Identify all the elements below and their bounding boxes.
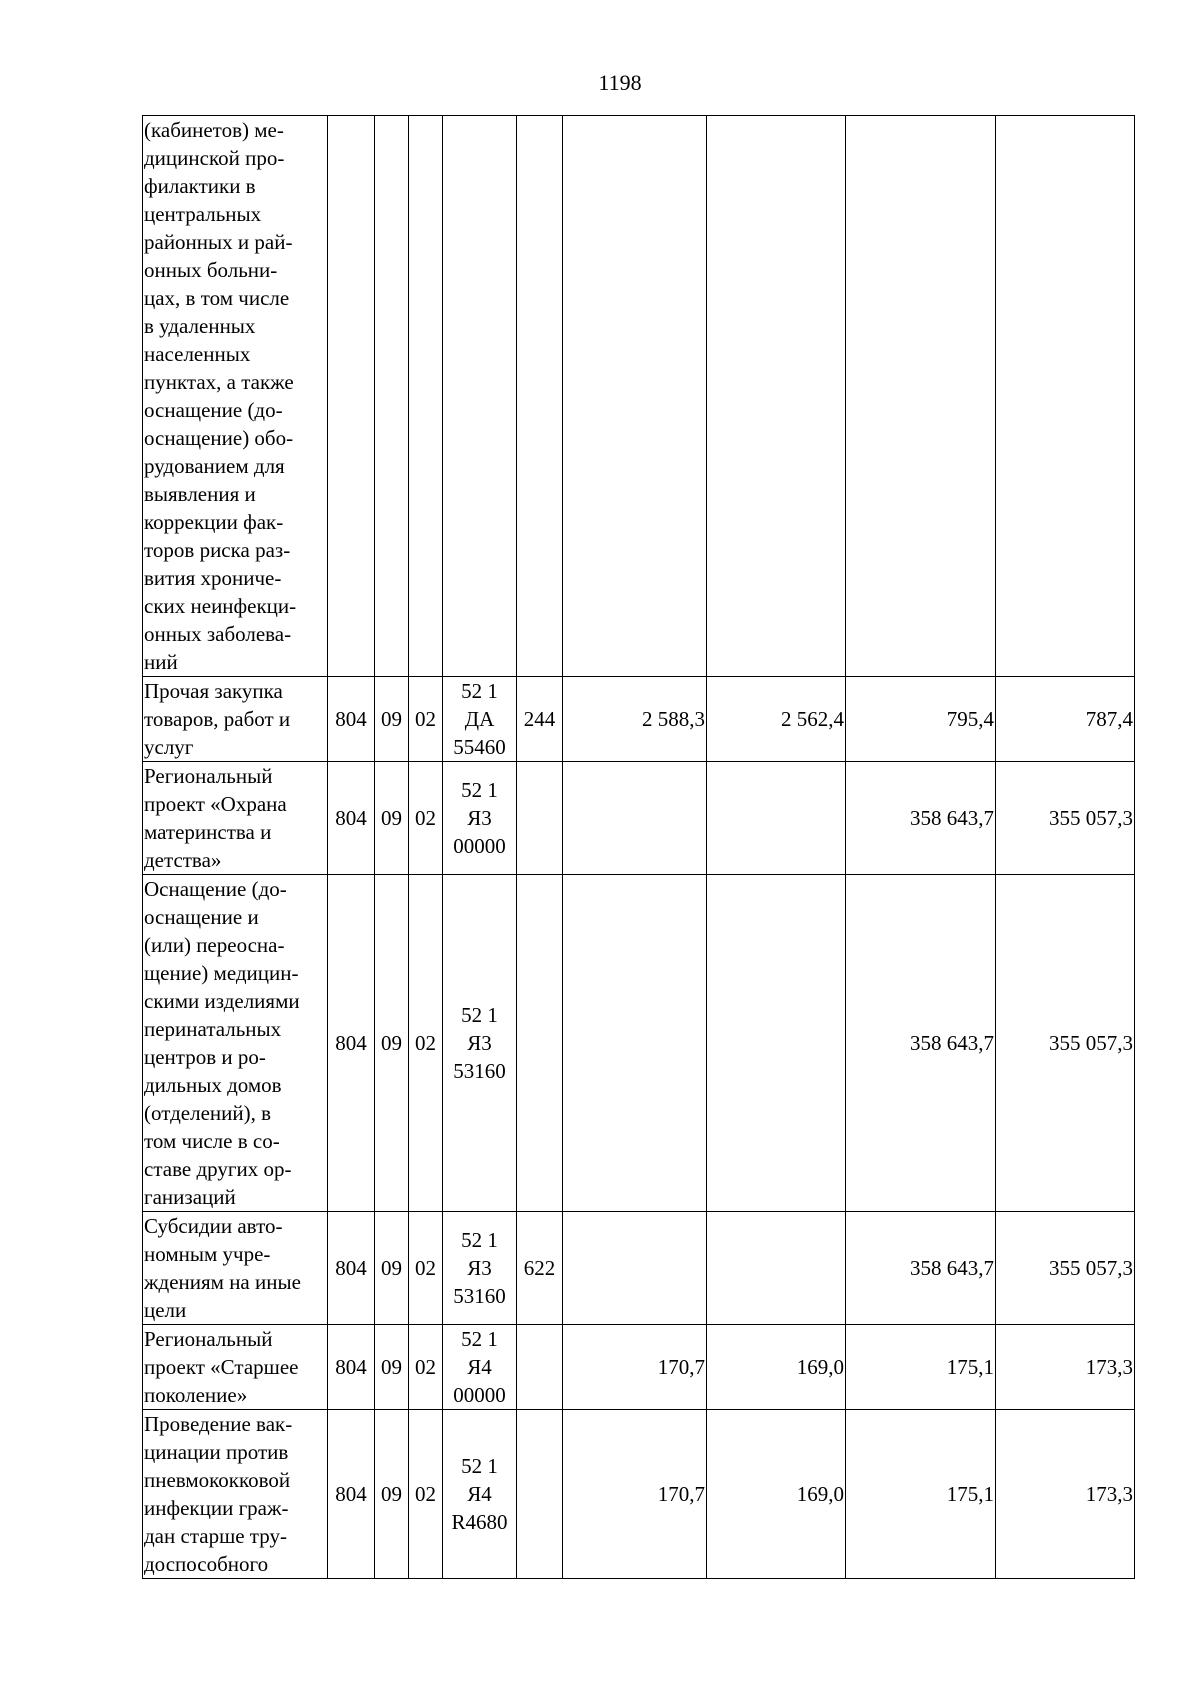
item-name-cell-line: Региональный xyxy=(144,1327,273,1351)
item-name-cell-line: скими изделиями xyxy=(144,989,300,1013)
item-name-cell-line: доспособного xyxy=(144,1552,269,1576)
amount-col4-cell xyxy=(996,116,1135,677)
item-name-cell-line: материнства и xyxy=(144,820,272,844)
amount-col4-cell: 787,4 xyxy=(996,677,1135,762)
item-name-cell-line: торов риска раз- xyxy=(144,538,291,562)
amount-col1-cell: 2 588,3 xyxy=(563,677,707,762)
target-article-cell-line: 53160 xyxy=(453,1059,506,1083)
item-name-cell-line: Проведение вак- xyxy=(144,1412,293,1436)
section-code-cell: 09 xyxy=(375,762,409,875)
item-name-cell-line: оснащение (до- xyxy=(144,398,283,422)
item-name-cell-line: ждениям на иные xyxy=(144,1270,301,1294)
amount-col2-cell xyxy=(707,116,846,677)
target-article-cell-line: 52 1 xyxy=(461,1327,498,1351)
target-article-cell-line: 52 1 xyxy=(461,1228,498,1252)
amount-col1-cell xyxy=(563,116,707,677)
item-name-cell-line: Прочая закупка xyxy=(144,679,283,703)
item-name-cell-line: ганизаций xyxy=(144,1185,236,1209)
amount-col4-cell: 355 057,3 xyxy=(996,875,1135,1212)
item-name-cell-line: проект «Старшее xyxy=(144,1355,299,1379)
item-name-cell-line: онных больни- xyxy=(144,258,278,282)
item-name-cell-line: выявления и xyxy=(144,482,256,506)
expense-type-cell xyxy=(517,875,563,1212)
ministry-code-cell: 804 xyxy=(328,1410,375,1579)
page-number: 1198 xyxy=(598,70,642,95)
table-row xyxy=(143,762,1135,875)
amount-col3-cell xyxy=(846,116,996,677)
item-name-cell-line: товаров, работ и xyxy=(144,707,291,731)
item-name-cell xyxy=(143,875,328,1212)
section-code-cell xyxy=(375,116,409,677)
subsection-code-cell: 02 xyxy=(409,762,443,875)
item-name-cell-line: детства» xyxy=(144,848,222,872)
item-name-cell xyxy=(143,762,328,875)
target-article-cell-line: 00000 xyxy=(453,834,506,858)
amount-col1-cell xyxy=(563,875,707,1212)
section-code-cell: 09 xyxy=(375,1410,409,1579)
section-code-cell: 09 xyxy=(375,875,409,1212)
amount-col3-cell: 358 643,7 xyxy=(846,1212,996,1325)
expense-type-cell: 244 xyxy=(517,677,563,762)
item-name-cell-line: рудованием для xyxy=(144,454,285,478)
subsection-code-cell: 02 xyxy=(409,1212,443,1325)
amount-col1-cell xyxy=(563,762,707,875)
item-name-cell-line: цинации против xyxy=(144,1440,289,1464)
amount-col4-cell: 355 057,3 xyxy=(996,1212,1135,1325)
item-name-cell-line: районных и рай- xyxy=(144,230,293,254)
expense-type-cell xyxy=(517,762,563,875)
table-row xyxy=(143,1325,1135,1410)
item-name-cell-line: (кабинетов) ме- xyxy=(144,118,284,142)
target-article-cell-line: 52 1 xyxy=(461,1003,498,1027)
item-name-cell-line: том числе в со- xyxy=(144,1129,280,1153)
amount-col1-cell: 170,7 xyxy=(563,1325,707,1410)
item-name-cell-line: дицинской про- xyxy=(144,146,285,170)
section-code-cell: 09 xyxy=(375,677,409,762)
item-name-cell-line: перинатальных xyxy=(144,1017,282,1041)
amount-col3-cell: 175,1 xyxy=(846,1325,996,1410)
amount-col2-cell xyxy=(707,762,846,875)
section-code-cell: 09 xyxy=(375,1212,409,1325)
target-article-cell-line: Я4 xyxy=(467,1355,492,1379)
item-name-cell-line: (отделений), в xyxy=(144,1101,272,1125)
amount-col3-cell: 175,1 xyxy=(846,1410,996,1579)
table-row xyxy=(143,875,1135,1212)
table-row xyxy=(143,116,1135,677)
target-article-cell-line: ДА xyxy=(464,707,495,731)
item-name-cell-line: цах, в том числе xyxy=(144,286,290,310)
item-name-cell-line: Субсидии авто- xyxy=(144,1214,283,1238)
item-name-cell-line: филактики в xyxy=(144,174,256,198)
ministry-code-cell: 804 xyxy=(328,875,375,1212)
target-article-cell-line: 55460 xyxy=(453,735,506,759)
target-article-cell-line: R4680 xyxy=(451,1510,508,1534)
amount-col1-cell: 170,7 xyxy=(563,1410,707,1579)
amount-col1-cell xyxy=(563,1212,707,1325)
target-article-cell xyxy=(443,1325,517,1410)
target-article-cell xyxy=(443,1212,517,1325)
subsection-code-cell: 02 xyxy=(409,1325,443,1410)
table-row xyxy=(143,677,1135,762)
item-name-cell-line: онных заболева- xyxy=(144,622,292,646)
item-name-cell-line: Региональный xyxy=(144,764,273,788)
target-article-cell xyxy=(443,762,517,875)
item-name-cell xyxy=(143,1410,328,1579)
target-article-cell xyxy=(443,1410,517,1579)
target-article-cell-line: Я3 xyxy=(467,1256,492,1280)
item-name-cell-line: проект «Охрана xyxy=(144,792,287,816)
item-name-cell-line: номным учре- xyxy=(144,1242,271,1266)
item-name-cell-line: дан старше тру- xyxy=(144,1524,287,1548)
target-article-cell xyxy=(443,875,517,1212)
amount-col2-cell: 2 562,4 xyxy=(707,677,846,762)
target-article-cell xyxy=(443,116,517,677)
amount-col3-cell: 795,4 xyxy=(846,677,996,762)
item-name-cell-line: ний xyxy=(144,650,178,674)
expense-type-cell xyxy=(517,1325,563,1410)
expense-type-cell: 622 xyxy=(517,1212,563,1325)
item-name-cell-line: ставе других ор- xyxy=(144,1157,292,1181)
amount-col2-cell xyxy=(707,1212,846,1325)
ministry-code-cell: 804 xyxy=(328,762,375,875)
item-name-cell xyxy=(143,1325,328,1410)
target-article-cell-line: 52 1 xyxy=(461,1454,498,1478)
subsection-code-cell: 02 xyxy=(409,677,443,762)
item-name-cell-line: вития хрониче- xyxy=(144,566,282,590)
item-name-cell-line: пневмококковой xyxy=(144,1468,291,1492)
target-article-cell-line: Я4 xyxy=(467,1482,492,1506)
section-code-cell: 09 xyxy=(375,1325,409,1410)
table-row xyxy=(143,1212,1135,1325)
item-name-cell xyxy=(143,1212,328,1325)
target-article-cell xyxy=(443,677,517,762)
item-name-cell xyxy=(143,677,328,762)
item-name-cell-line: (или) переосна- xyxy=(144,933,285,957)
ministry-code-cell xyxy=(328,116,375,677)
target-article-cell-line: Я3 xyxy=(467,1031,492,1055)
ministry-code-cell: 804 xyxy=(328,1212,375,1325)
item-name-cell-line: Оснащение (до- xyxy=(144,877,287,901)
item-name-cell-line: населенных xyxy=(144,342,251,366)
target-article-cell-line: Я3 xyxy=(467,806,492,830)
item-name-cell-line: инфекции граж- xyxy=(144,1496,289,1520)
item-name-cell-line: поколение» xyxy=(144,1383,248,1407)
item-name-cell-line: дильных домов xyxy=(144,1073,282,1097)
item-name-cell-line: коррекции фак- xyxy=(144,510,284,534)
expense-type-cell xyxy=(517,1410,563,1579)
table-body xyxy=(143,116,1135,1579)
ministry-code-cell: 804 xyxy=(328,1325,375,1410)
item-name-cell-line: оснащение) обо- xyxy=(144,426,294,450)
amount-col4-cell: 173,3 xyxy=(996,1325,1135,1410)
amount-col2-cell xyxy=(707,875,846,1212)
amount-col4-cell: 355 057,3 xyxy=(996,762,1135,875)
item-name-cell-line: в удаленных xyxy=(144,314,256,338)
subsection-code-cell: 02 xyxy=(409,1410,443,1579)
amount-col2-cell: 169,0 xyxy=(707,1325,846,1410)
item-name-cell xyxy=(143,116,328,677)
amount-col3-cell: 358 643,7 xyxy=(846,762,996,875)
item-name-cell-line: услуг xyxy=(144,735,194,759)
item-name-cell-line: пунктах, а также xyxy=(144,370,294,394)
item-name-cell-line: щение) медицин- xyxy=(144,961,299,985)
target-article-cell-line: 52 1 xyxy=(461,679,498,703)
subsection-code-cell xyxy=(409,116,443,677)
item-name-cell-line: цели xyxy=(144,1298,187,1322)
amount-col4-cell: 173,3 xyxy=(996,1410,1135,1579)
target-article-cell-line: 52 1 xyxy=(461,778,498,802)
amount-col3-cell: 358 643,7 xyxy=(846,875,996,1212)
item-name-cell-line: оснащение и xyxy=(144,905,259,929)
budget-table xyxy=(142,115,1135,1579)
ministry-code-cell: 804 xyxy=(328,677,375,762)
amount-col2-cell: 169,0 xyxy=(707,1410,846,1579)
item-name-cell-line: центральных xyxy=(144,202,262,226)
table-row xyxy=(143,1410,1135,1579)
item-name-cell-line: центров и ро- xyxy=(144,1045,266,1069)
target-article-cell-line: 00000 xyxy=(453,1383,506,1407)
item-name-cell-line: ских неинфекци- xyxy=(144,594,297,618)
subsection-code-cell: 02 xyxy=(409,875,443,1212)
target-article-cell-line: 53160 xyxy=(453,1284,506,1308)
expense-type-cell xyxy=(517,116,563,677)
